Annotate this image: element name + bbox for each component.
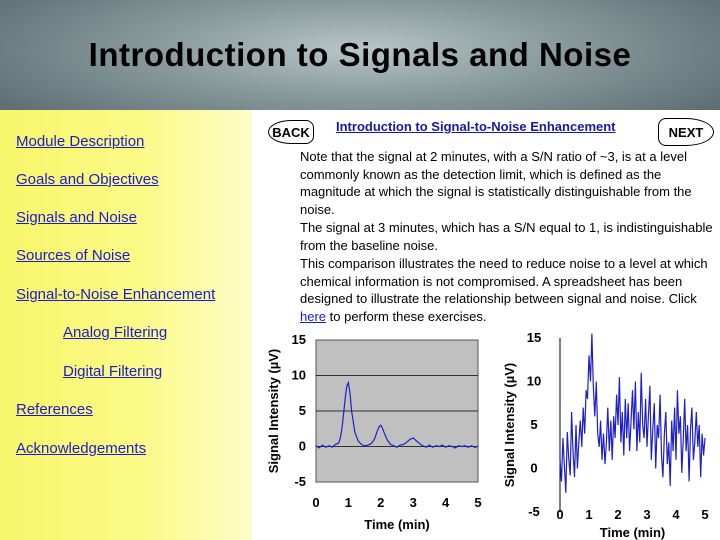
paragraph-spreadsheet-text-end: to perform these exercises. — [326, 308, 487, 324]
x-tick-label: 5 — [701, 507, 709, 522]
x-tick-label: 3 — [643, 507, 651, 522]
x-tick-label: 0 — [312, 495, 320, 510]
y-tick-label: -5 — [294, 474, 306, 489]
x-tick-label: 4 — [672, 507, 680, 522]
sidebar-item-sources-of-noise[interactable]: Sources of Noise — [16, 247, 131, 264]
sidebar-item-signal-to-noise-enhancement[interactable]: Signal-to-Noise Enhancement — [16, 286, 216, 303]
x-tick-label: 5 — [474, 495, 482, 510]
x-tick-label: 3 — [409, 495, 417, 510]
chart-low-noise — [258, 332, 490, 540]
sidebar-item-digital-filtering[interactable]: Digital Filtering — [63, 363, 163, 380]
sidebar-item-analog-filtering[interactable]: Analog Filtering — [63, 324, 168, 341]
title-banner — [0, 0, 720, 110]
y-axis-label: Signal Intensity (µV) — [266, 348, 281, 474]
sidebar-item-module-description[interactable]: Module Description — [16, 133, 145, 150]
y-tick-label: 10 — [291, 367, 306, 383]
sidebar-item-acknowledgements[interactable]: Acknowledgements — [16, 440, 147, 457]
y-tick-label: 0 — [530, 460, 538, 476]
x-tick-label: 1 — [344, 495, 353, 510]
chart-high-noise — [500, 330, 718, 540]
content-area — [252, 110, 720, 540]
y-tick-label: 5 — [530, 417, 538, 432]
paragraph-spreadsheet — [300, 255, 718, 325]
paragraph-sn-equal-one: The signal at 3 minutes, which has a S/N equal to 1, is indistinguishable from the baseline noise. — [300, 220, 713, 253]
y-tick-label: 5 — [298, 403, 306, 418]
page-title: Introduction to Signals and Noise — [88, 36, 632, 73]
section-title: Introduction to Signal-to-Noise Enhancement — [336, 119, 616, 134]
y-tick-label: 0 — [298, 438, 306, 454]
x-axis-label: Time (min) — [599, 525, 666, 540]
sidebar-nav — [0, 110, 252, 540]
y-axis-label: Signal Intensity (µV) — [502, 362, 517, 488]
sidebar-item-references[interactable]: References — [16, 401, 93, 418]
y-tick-label: -5 — [528, 504, 540, 519]
y-tick-label: 15 — [526, 330, 542, 345]
x-tick-label: 1 — [585, 507, 593, 522]
next-button[interactable]: NEXT — [658, 118, 714, 146]
y-tick-label: 15 — [291, 332, 306, 347]
back-button[interactable]: BACK — [268, 120, 314, 144]
sidebar-item-goals-and-objectives[interactable]: Goals and Objectives — [16, 171, 159, 188]
x-tick-label: 2 — [377, 495, 385, 510]
paragraph-spreadsheet-text: This comparison illustrates the need to reduce noise to a level at which chemical information is not compromised. A spreadsheet has been designed to illustrate the relationship between signal and noise. Click — [300, 256, 708, 307]
x-axis-label: Time (min) — [364, 517, 430, 532]
sidebar-item-signals-and-noise[interactable]: Signals and Noise — [16, 209, 137, 226]
y-tick-label: 10 — [526, 373, 542, 389]
x-tick-label: 2 — [614, 507, 622, 522]
x-tick-label: 0 — [556, 507, 564, 522]
paragraph-detection-limit: Note that the signal at 2 minutes, with a S/N ratio of ~3, is at a level commonly known as the detection limit, which is defined as the magnitude at which the signal is statistically distinguishable from the noise. — [300, 149, 692, 217]
here-link[interactable]: here — [300, 308, 327, 324]
x-tick-label: 4 — [441, 495, 450, 510]
